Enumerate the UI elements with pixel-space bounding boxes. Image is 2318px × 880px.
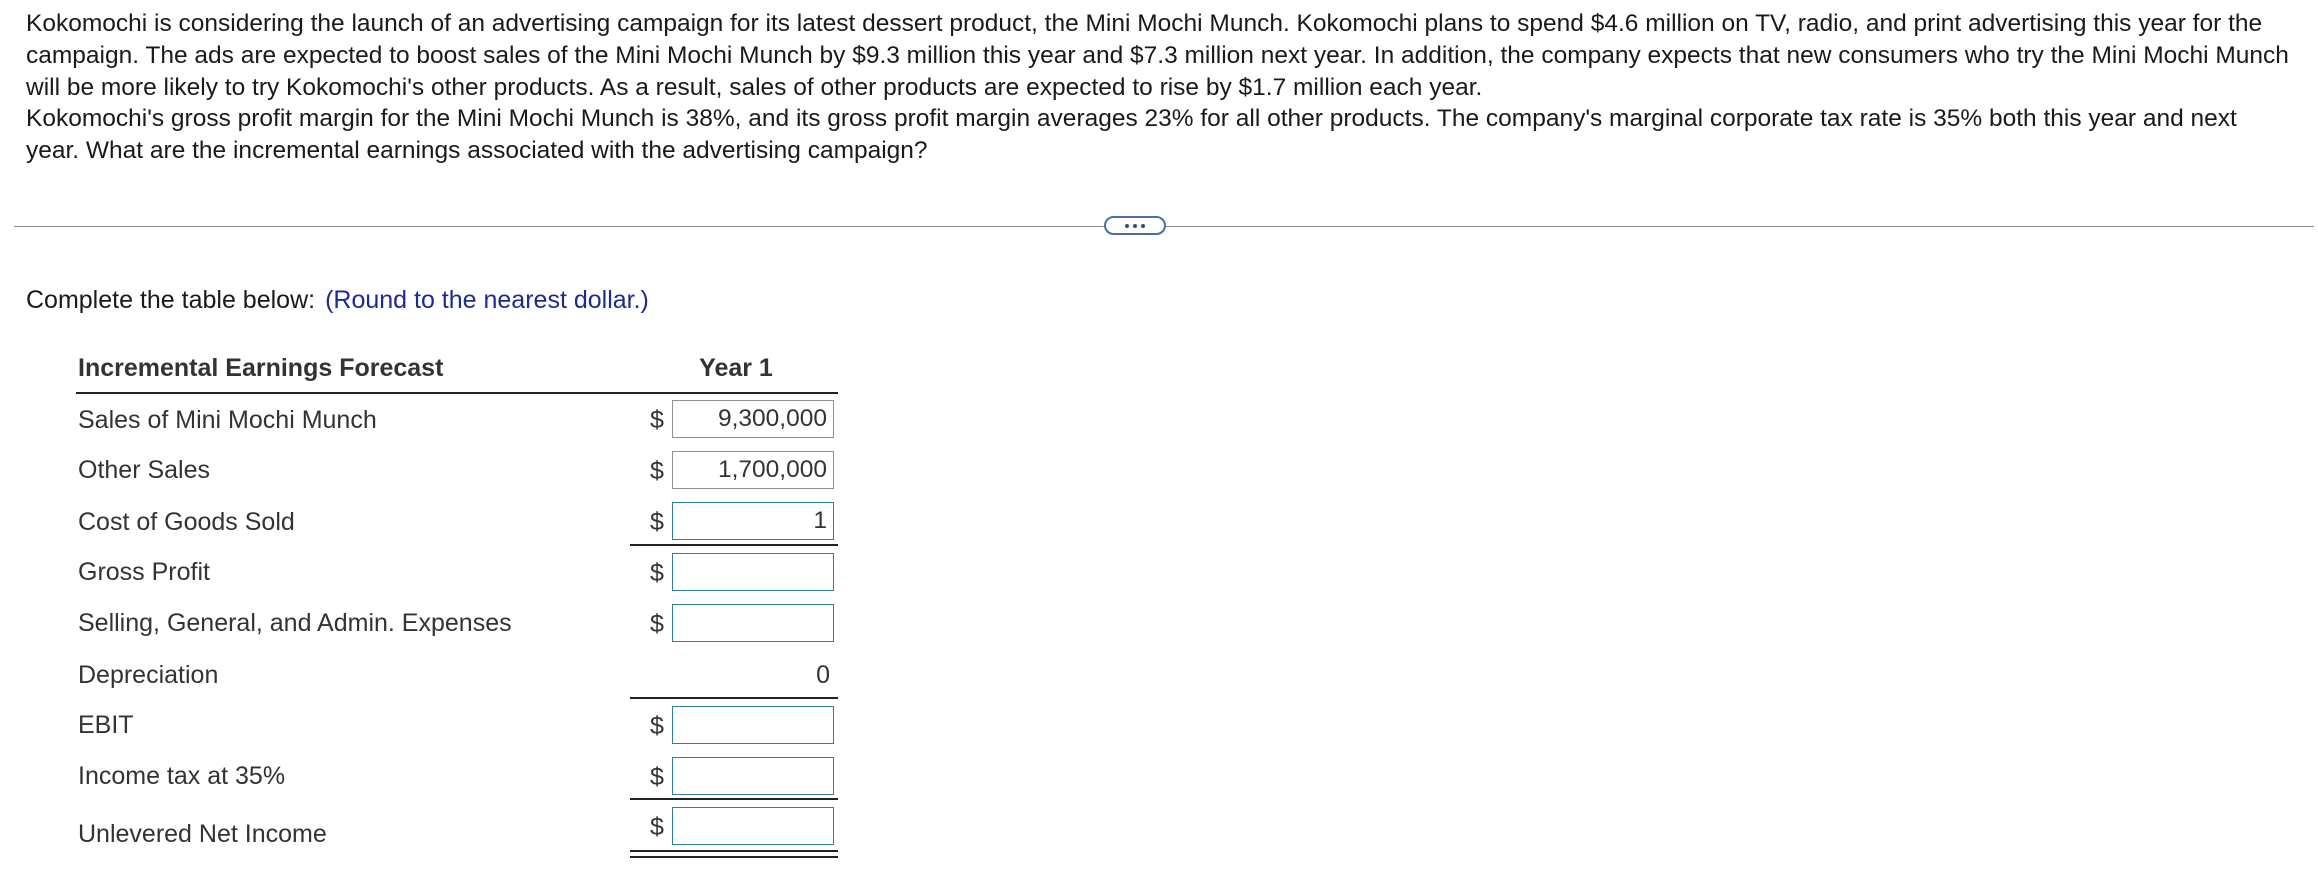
instruction: [26, 284, 649, 316]
ellipsis-icon: [1133, 224, 1137, 228]
depreciation-value: 0: [816, 661, 830, 689]
show-more-button[interactable]: [1104, 216, 1166, 235]
ebit-input[interactable]: [672, 706, 834, 744]
currency-symbol: $: [650, 559, 664, 587]
rounding-hint: (Round to the nearest dollar.): [325, 286, 649, 314]
currency-symbol: $: [650, 763, 664, 791]
row-label-sga: Selling, General, and Admin. Expenses: [78, 609, 512, 637]
income-tax-input[interactable]: [672, 757, 834, 795]
column-header-year-1: Year 1: [699, 354, 773, 382]
gross-profit-input[interactable]: [672, 553, 834, 591]
row-label-income-tax: Income tax at 35%: [78, 762, 286, 790]
question-text: [26, 8, 2296, 167]
row-label-depreciation: Depreciation: [78, 661, 219, 689]
subtotal-rule: [630, 798, 838, 800]
currency-symbol: $: [650, 457, 664, 485]
total-double-rule: [630, 850, 838, 858]
row-label-ebit: EBIT: [78, 711, 134, 739]
table-header-label: Incremental Earnings Forecast: [78, 354, 444, 382]
currency-symbol: $: [650, 813, 664, 841]
cogs-input[interactable]: [672, 502, 834, 540]
sales-mini-mochi-input[interactable]: [672, 400, 834, 438]
question-paragraph-2: Kokomochi's gross profit margin for the Mini Mochi Munch is 38%, and its gross profit margin averages 23% for all other products. The company's marginal corporate tax rate is 35% both this year and next year. What are the incremental earnings associated with the advertising campaign?: [26, 105, 2237, 165]
sga-input[interactable]: [672, 604, 834, 642]
row-label-cogs: Cost of Goods Sold: [78, 508, 295, 536]
other-sales-input[interactable]: [672, 451, 834, 489]
currency-symbol: $: [650, 508, 664, 536]
currency-symbol: $: [650, 406, 664, 434]
header-rule: [76, 392, 838, 394]
unlevered-net-income-input[interactable]: [672, 807, 834, 845]
ellipsis-icon: [1125, 224, 1129, 228]
ellipsis-icon: [1141, 224, 1145, 228]
question-paragraph-1: Kokomochi is considering the launch of an advertising campaign for its latest dessert product, the Mini Mochi Munch. Kokomochi plans to spend $4.6 million on TV, radio, and print advertising this year for the campaign. The ads are expected to boost sales of the Mini Mochi Munch by $9.3 million this year and $7.3 million next year. In addition, the company expects that new consumers who try the Mini Mochi Munch will be more likely to try Kokomochi's other products. As a result, sales of other products are expected to rise by $1.7 million each year.: [26, 10, 2289, 101]
instruction-text: Complete the table below:: [26, 286, 316, 314]
row-label-other-sales: Other Sales: [78, 456, 211, 484]
currency-symbol: $: [650, 712, 664, 740]
currency-symbol: $: [650, 610, 664, 638]
row-label-sales-mini-mochi: Sales of Mini Mochi Munch: [78, 406, 377, 434]
row-label-unlevered-net-income: Unlevered Net Income: [78, 820, 327, 848]
row-label-gross-profit: Gross Profit: [78, 558, 210, 586]
subtotal-rule: [630, 697, 838, 699]
subtotal-rule: [630, 544, 838, 546]
